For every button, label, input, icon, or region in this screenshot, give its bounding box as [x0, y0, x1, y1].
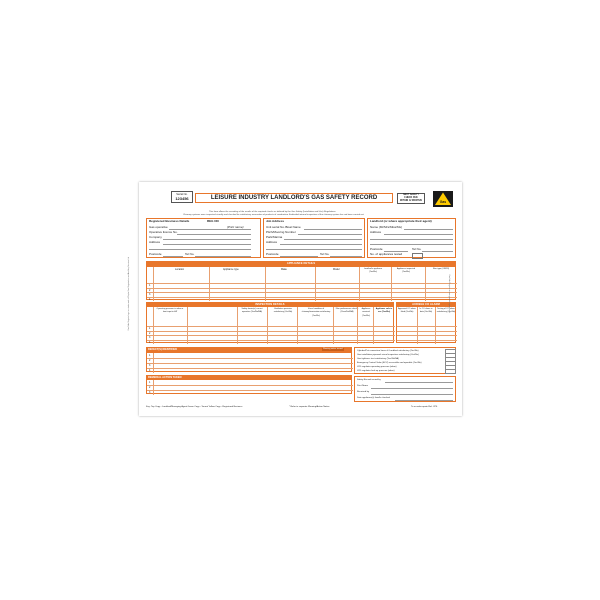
landlord-postcode-label: Postcode	[370, 247, 383, 251]
defects-table	[146, 352, 352, 372]
pitch-label: Pitch/Mooring Number	[266, 230, 296, 234]
appliance-row-1: 1	[149, 284, 151, 287]
co-col-1: Approved CO alarm fitted (Yes/No)	[398, 308, 416, 314]
pitch-field[interactable]	[298, 234, 362, 235]
check-6: LPG regulator lock-up pressure (mbar)	[357, 369, 395, 372]
inspection-row-4: 4	[149, 340, 151, 344]
gas-safety-record-form	[128, 182, 462, 416]
inspection-row-1: 1	[149, 327, 151, 330]
job-postcode-label: Postcode	[266, 252, 279, 256]
landlord-name-label: Name (Mr/Mrs/Miss/Ms)	[370, 225, 402, 229]
check-2: Gas installation pipework visual inspection satisfactory (Yes/No)	[357, 353, 419, 356]
inspection-col-4: Visual condition of chimney/termination satisfactory (Yes/No)	[301, 308, 331, 317]
defects-title: DEFECT(S) IDENTIFIED	[148, 348, 177, 351]
job-address-box	[263, 218, 365, 258]
received-by-field[interactable]	[371, 394, 453, 395]
issued-by-field[interactable]	[385, 382, 453, 383]
appliance-col-location: Location	[175, 268, 185, 271]
title-banner	[195, 193, 393, 203]
landlord-name-field[interactable]	[404, 229, 453, 230]
operative-licence-field[interactable]	[177, 234, 251, 235]
remedial-row-1: 1	[149, 381, 151, 384]
co-alarm-title: AUDIBLE CO ALARM	[412, 302, 440, 306]
landlord-address-field-3[interactable]	[370, 244, 453, 245]
job-tel-label: Tel No.	[320, 252, 330, 256]
job-address-label: Address	[266, 240, 278, 244]
tel-field[interactable]	[195, 256, 251, 257]
address-label: Address	[149, 240, 161, 244]
inspection-col-6: Appliance serviced (Yes/No)	[361, 308, 371, 317]
appliances-tested-label: No. of appliances tested	[370, 252, 403, 256]
inspection-col-2: Safety device(s) correct operation (Yes/No/NA)	[241, 308, 263, 314]
footer-reorder: To re-order quote Ref. CP6	[411, 406, 438, 408]
check-6-box[interactable]	[445, 369, 456, 374]
remedial-row-3: 3	[149, 391, 151, 394]
co-col-3: Testing of CO alarm satisfactory (Yes/No)	[436, 308, 456, 314]
tel-label: Tel No.	[185, 252, 195, 256]
address-field[interactable]	[163, 244, 251, 245]
inspection-row-3: 3	[149, 336, 151, 339]
landlord-address-field-2[interactable]	[370, 239, 453, 240]
job-address-field-2[interactable]	[266, 249, 362, 250]
gas-safe-logo	[433, 191, 453, 207]
issued-by-label: Safety Record issued by	[357, 379, 381, 381]
defect-row-3: 3	[149, 364, 151, 367]
landlord-title: Landlord (or where appropriate their agent)	[370, 219, 432, 223]
appliance-col-flue: Flue type (OF/RS)	[432, 268, 450, 270]
appliance-table	[146, 266, 456, 300]
appliance-col-landlord: Landlord's appliance (Yes/No)	[363, 268, 383, 274]
job-tel-field[interactable]	[330, 256, 362, 257]
inspection-table	[146, 306, 394, 343]
inspection-row-2: 2	[149, 331, 151, 335]
footer-copies: Key: Top Copy - Landlord/Managing Agent Green Copy - Tenant Yellow Copy - Registered Business	[146, 406, 243, 408]
next-check-box	[397, 193, 425, 204]
job-postcode-field[interactable]	[280, 256, 318, 257]
gas-operative-label: Gas operative	[149, 225, 168, 229]
defect-row-4: 4	[149, 369, 151, 372]
co-col-2: Is CO alarm in date (Yes/No)	[419, 308, 433, 314]
remedial-title: REMEDIAL ACTION TAKEN	[148, 375, 182, 379]
unit-field[interactable]	[304, 229, 362, 230]
inspection-col-5: Flue performance checks (Pass/Fail/NA)	[335, 308, 359, 314]
appliance-row-2: 2	[149, 288, 151, 292]
page-title: LEISURE INDUSTRY LANDLORD'S GAS SAFETY RECORD	[210, 195, 378, 201]
postcode-field[interactable]	[163, 256, 183, 257]
signoff-print-name-label: Print Name	[357, 385, 368, 387]
landlord-tel-field[interactable]	[422, 251, 453, 252]
left-side-text: Gas Safe Register logo is a trade mark of Capita Gas Registration and Ancillary Services Ltd	[128, 256, 131, 331]
serial-number: 123456	[175, 195, 189, 201]
check-3: Gas tightness test satisfactory (Yes/No/NA)	[357, 357, 399, 360]
intro-line-2: Chimney systems were inspected visually and checked for satisfactory evacuation of products of combustion. A detailed internal inspection of the chimney system has not been carried out.	[183, 214, 365, 216]
appliance-details-title: APPLIANCE DETAILS	[286, 262, 316, 265]
job-address-title: Job Address	[266, 219, 285, 223]
landlord-address-label: Address	[370, 230, 382, 234]
inspection-col-1: Operating pressure in mbar or heat input in kW	[156, 308, 184, 314]
appliance-col-type: Appliance type	[223, 268, 239, 271]
appliance-row-4: 4	[149, 297, 151, 301]
check-5: LPG regulator operating pressure (mbar)	[357, 365, 397, 368]
footer-note: * Refer to separate Warning/Action Notice	[289, 406, 330, 408]
park-label: Park/Marina	[266, 235, 283, 239]
signoff-print-name-field[interactable]	[371, 388, 453, 389]
right-side-text: Gas Safe Register at www.gassaferegister.co.uk	[447, 274, 450, 313]
warning-notice-label: Warning notice issued	[323, 347, 343, 350]
operative-licence-label: Operative licence No.	[149, 230, 178, 234]
appliances-tested-field[interactable]	[412, 253, 423, 259]
serial-box	[171, 191, 193, 203]
checks-box	[354, 347, 456, 374]
registered-business-title: Registered Business Details	[149, 219, 190, 223]
appliance-row-3: 3	[149, 293, 151, 296]
received-by-label: Received by	[357, 391, 370, 393]
next-check-text: NEXT SAFETY CHECK DUE WITHIN 12 MONTHS	[400, 194, 422, 202]
print-name-label: (Print name)	[227, 225, 244, 229]
landlord-address-field[interactable]	[384, 234, 453, 235]
check-1: Cylinder/Pot connection hoses & Landlord satisfactory (Yes/No)	[357, 349, 419, 352]
unit-label: Unit serial No./Boat Name	[266, 225, 301, 229]
date-checked-label: Date appliance(s) fixed/c checked	[357, 397, 390, 399]
appliance-col-model: Model	[333, 268, 340, 271]
remedial-row-2: 2	[149, 386, 151, 389]
defect-row-2: 2	[149, 359, 151, 362]
reg-no-label: REG NO	[207, 219, 219, 223]
landlord-tel-label: Tel No.	[412, 247, 422, 251]
appliance-col-inspected: Appliance inspected (Yes/No)	[397, 268, 415, 274]
company-label: Company	[149, 235, 162, 239]
inspection-col-7: Appliance safe to use (Yes/No)	[375, 308, 393, 314]
address-field-2[interactable]	[149, 249, 251, 250]
inspection-details-title: INSPECTION DETAILS	[255, 302, 285, 306]
park-field[interactable]	[284, 239, 362, 240]
inspection-col-3: Ventilation provision satisfactory (Yes/No)	[273, 308, 293, 314]
signoff-box	[354, 376, 456, 402]
intro-line-1: This form allows the recording of the results of the required checks as defined by the Gas Safety (Installation and Use) Regulations	[209, 211, 336, 213]
serial-label: Serial No.	[176, 193, 188, 196]
date-checked-field[interactable]	[395, 400, 453, 401]
gas-safe-triangle-icon	[433, 191, 453, 207]
svg-text:Gas: Gas	[439, 200, 447, 204]
company-field[interactable]	[163, 239, 251, 240]
appliance-col-make: Make	[281, 268, 287, 271]
postcode-label: Postcode	[149, 252, 162, 256]
defect-row-1: 1	[149, 354, 151, 357]
remedial-table	[146, 379, 352, 394]
check-4: Emergency Control Valve (ECV) accessible and operable (Yes/No)	[357, 361, 422, 364]
registered-business-box	[146, 218, 261, 258]
landlord-box	[367, 218, 456, 258]
job-address-field[interactable]	[280, 244, 362, 245]
